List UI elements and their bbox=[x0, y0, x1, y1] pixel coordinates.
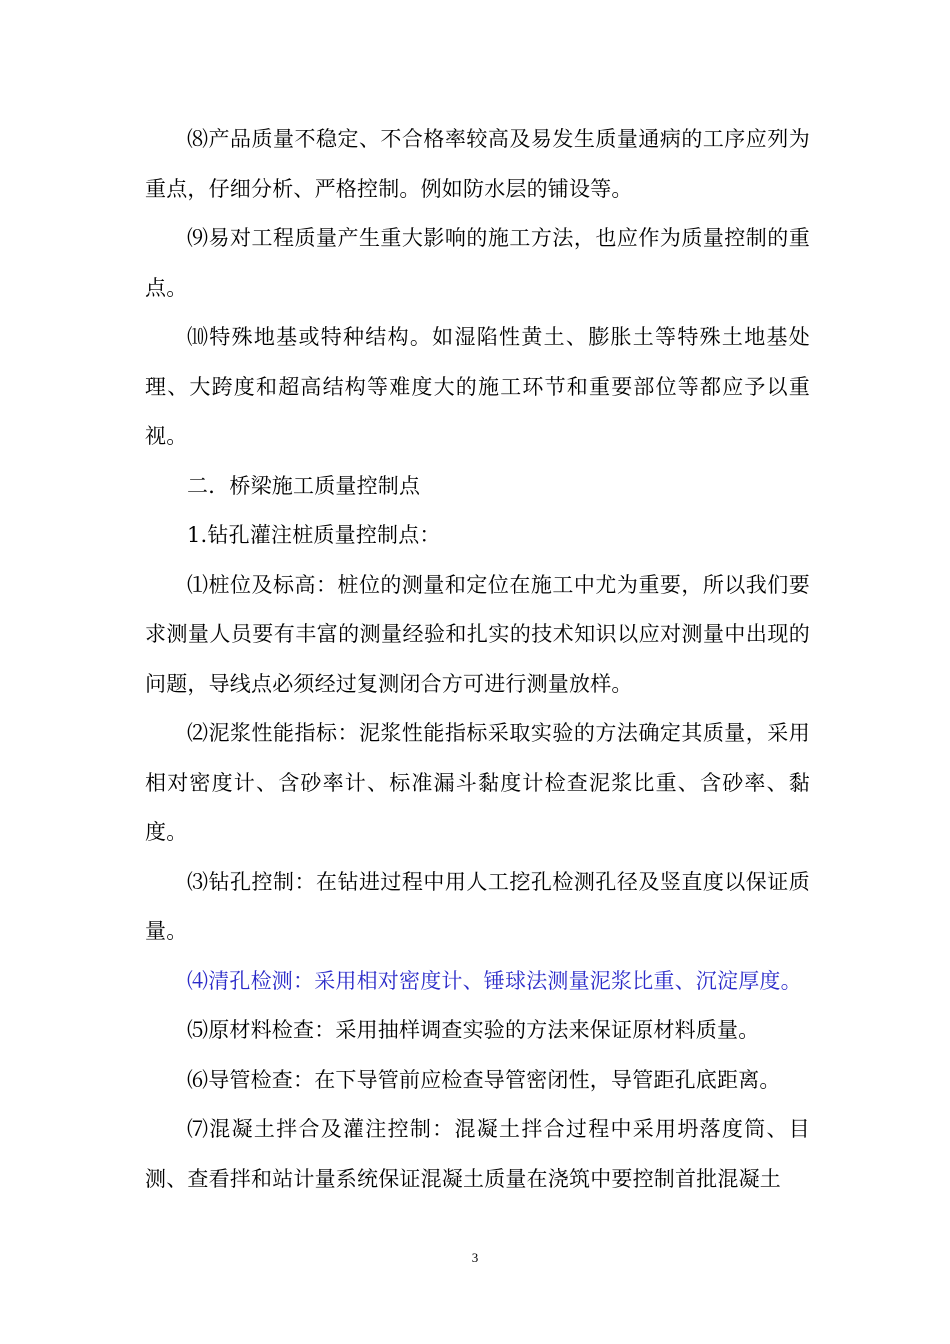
paragraph-drilling-control: ⑶钻孔控制：在钻进过程中用人工挖孔检测孔径及竖直度以保证质量。 bbox=[145, 869, 810, 943]
paragraph-conduit-check: ⑹导管检查：在下导管前应检查导管密闭性，导管距孔底距离。 bbox=[187, 1067, 781, 1092]
paragraph-item-9: ⑼易对工程质量产生重大影响的施工方法，也应作为质量控制的重点。 bbox=[145, 226, 810, 300]
subsection-heading-bored-pile: 1.钻孔灌注桩质量控制点： bbox=[187, 523, 441, 547]
paragraph-hole-cleaning: ⑷清孔检测：采用相对密度计、锤球法测量泥浆比重、沉淀厚度。 bbox=[187, 968, 802, 993]
paragraph-pile-position: ⑴桩位及标高：桩位的测量和定位在施工中尤为重要，所以我们要求测量人员要有丰富的测量经验和扎实的技术知识以应对测量中出现的问题，导线点必须经过复测闭合方可进行测量放样。 bbox=[145, 572, 810, 696]
page-number: 3 bbox=[471, 1250, 479, 1265]
paragraph-concrete-mixing: ⑺混凝土拌合及灌注控制：混凝土拌合过程中采用坍落度筒、目测、查看拌和站计量系统保证混凝土质量在浇筑中要控制首批混凝土 bbox=[145, 1117, 810, 1191]
paragraph-mud-performance: ⑵泥浆性能指标：泥浆性能指标采取实验的方法确定其质量，采用相对密度计、含砂率计、标准漏斗黏度计检查泥浆比重、含砂率、黏度。 bbox=[145, 721, 810, 844]
paragraph-item-8: ⑻产品质量不稳定、不合格率较高及易发生质量通病的工序应列为重点，仔细分析、严格控制。例如防水层的铺设等。 bbox=[145, 127, 810, 201]
document-body bbox=[145, 115, 810, 1204]
paragraph-raw-material: ⑸原材料检查：采用抽样调查实验的方法来保证原材料质量。 bbox=[187, 1018, 760, 1042]
paragraph-item-10: ⑽特殊地基或特种结构。如湿陷性黄土、膨胀土等特殊土地基处理、大跨度和超高结构等难度大的施工环节和重要部位等都应予以重视。 bbox=[145, 325, 810, 448]
section-heading-bridge: 二．桥梁施工质量控制点 bbox=[187, 473, 421, 498]
